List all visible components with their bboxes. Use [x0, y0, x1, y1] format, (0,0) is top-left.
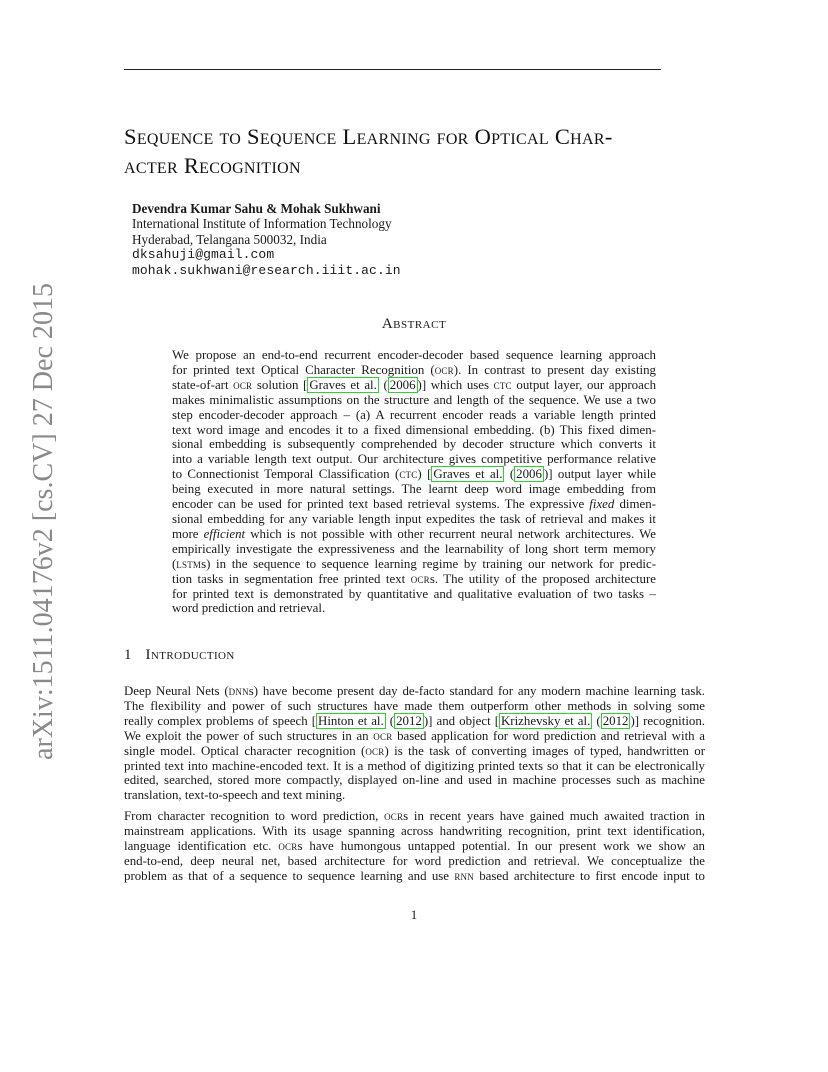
abstract-line: for printed text is demonstrated by quantitative and qualitative evaluation of two tasks –	[172, 586, 656, 601]
abstract-line: tion tasks in segmentation free printed text ocrs. The utility of the proposed architecture	[172, 570, 656, 586]
abstract-line: into a variable length text output. Our architecture gives competitive performance relative	[172, 452, 656, 467]
abstract-line: We propose an end-to-end recurrent encoder-decoder based sequence learning approach	[172, 348, 656, 362]
abstract-line: word prediction and retrieval.	[172, 601, 326, 616]
section-title: Introduction	[145, 647, 235, 663]
citation-link[interactable]: Hinton et al.	[318, 713, 384, 728]
intro-paragraph-2	[124, 809, 705, 884]
author-names: Devendra Kumar Sahu & Mohak Sukhwani	[132, 201, 381, 216]
citation-year-link[interactable]: 2012	[602, 713, 629, 728]
abstract-line: sional embedding is subsequently comprehended by decoder structure which converts it	[172, 437, 656, 452]
body-line: edited, searched, stored more compactly, displayed on-line and used in machine processes such as machine	[124, 773, 705, 788]
author-email-1[interactable]: dksahuji@gmail.com	[132, 247, 275, 263]
body-line: translation, text-to-speech and text mining.	[124, 788, 346, 803]
body-line: We exploit the power of such structures in an ocr based application for word prediction and retrieval with a	[124, 727, 705, 743]
abstract-line: text word image and encodes it to a fixed dimensional embedding. (b) This fixed dimen-	[172, 422, 656, 437]
abstract-line: more efficient which is not possible with other recurrent neural network architectures. We	[172, 526, 656, 541]
abstract-line: makes minimalistic assumptions on the structure and length of the sequence. We use a two	[172, 392, 656, 407]
top-rule	[124, 69, 661, 70]
abstract-line: encoder can be used for printed text based retrieval systems. The expressive fixed dimen-	[172, 497, 656, 512]
citation-year-link[interactable]: 2006	[516, 467, 542, 482]
abstract-line: to Connectionist Temporal Classification (ctc) [ Graves et al. ( 2006 )] output layer while	[172, 466, 657, 482]
citation-link[interactable]: Graves et al.	[433, 467, 503, 482]
body-line: problem as that of a sequence to sequence learning and use rnn based architecture to first encode input to	[124, 867, 706, 883]
body-line: really complex problems of speech [ Hinton et al. ( 2012 )] and object [ Krizhevsky et al. ( 2012 )] recognition.	[124, 713, 706, 728]
title-line-2: acter Recognition	[124, 153, 301, 178]
body-line: printed text into machine-encoded text. It is a method of digitizing printed texts so that it can be electronically	[124, 758, 705, 773]
citation-link[interactable]: Krizhevsky et al.	[501, 713, 591, 728]
title-line-1: Sequence to Sequence Learning for Optical Char-	[124, 124, 613, 149]
abstract-heading: Abstract	[381, 316, 447, 332]
citation-year-link[interactable]: 2012	[396, 713, 422, 728]
body-line: language identification etc. ocrs have humongous untapped potential. In our present work we show an	[124, 837, 705, 853]
body-line: The flexibility and power of such structures have made them outperform other methods in solving some	[124, 698, 705, 713]
body-line: mainstream applications. With its usage spanning across handwriting recognition, print text identification,	[124, 823, 705, 838]
abstract-line: state-of-art ocr solution [ Graves et al. ( 2006 )] which uses ctc output layer, our approach	[172, 376, 657, 392]
paper-title	[124, 122, 724, 180]
author-affiliation: International Institute of Information Technology	[132, 216, 392, 232]
author-address: Hyderabad, Telangana 500032, India	[132, 231, 327, 247]
abstract-line: being executed in more natural settings. The learnt deep word image embedding from	[172, 482, 656, 497]
body-line: From character recognition to word prediction, ocrs in recent years have gained much awaited traction in	[124, 808, 705, 823]
abstract-line: for printed text Optical Character Recognition (ocr). In contrast to present day existing	[172, 361, 656, 377]
intro-paragraph-1	[124, 684, 705, 803]
author-block	[132, 201, 401, 278]
abstract-body	[172, 348, 656, 616]
section-number: 1	[124, 647, 132, 663]
citation-year-link[interactable]: 2006	[389, 377, 416, 392]
body-line: single model. Optical character recognition (ocr) is the task of converting images of typed, handwritten or	[124, 742, 705, 758]
citation-link[interactable]: Graves et al.	[309, 377, 377, 392]
page-number: 1	[410, 907, 418, 922]
abstract-line: (lstms) in the sequence to sequence learning regime by training our network for predic-	[172, 555, 656, 571]
abstract-line: empirically investigate the expressiveness and the learnability of long short term memory	[172, 541, 656, 556]
abstract-line: sional embedding for any variable length input expedites the task of retrieval and makes it	[172, 511, 656, 526]
author-email-2[interactable]: mohak.sukhwani@research.iiit.ac.in	[132, 262, 401, 278]
abstract-line: step encoder-decoder approach – (a) A recurrent encoder reads a variable length printed	[172, 407, 656, 422]
section-heading-introduction	[124, 647, 235, 664]
body-line: Deep Neural Nets (dnns) have become present day de-facto standard for any modern machine learning task.	[124, 683, 706, 698]
body-line: end-to-end, deep neural net, based architecture for word prediction and retrieval. We conceptualize the	[124, 853, 705, 868]
arxiv-stamp-text: arXiv:1511.04176v2 [cs.CV] 27 Dec 2015	[28, 275, 59, 760]
